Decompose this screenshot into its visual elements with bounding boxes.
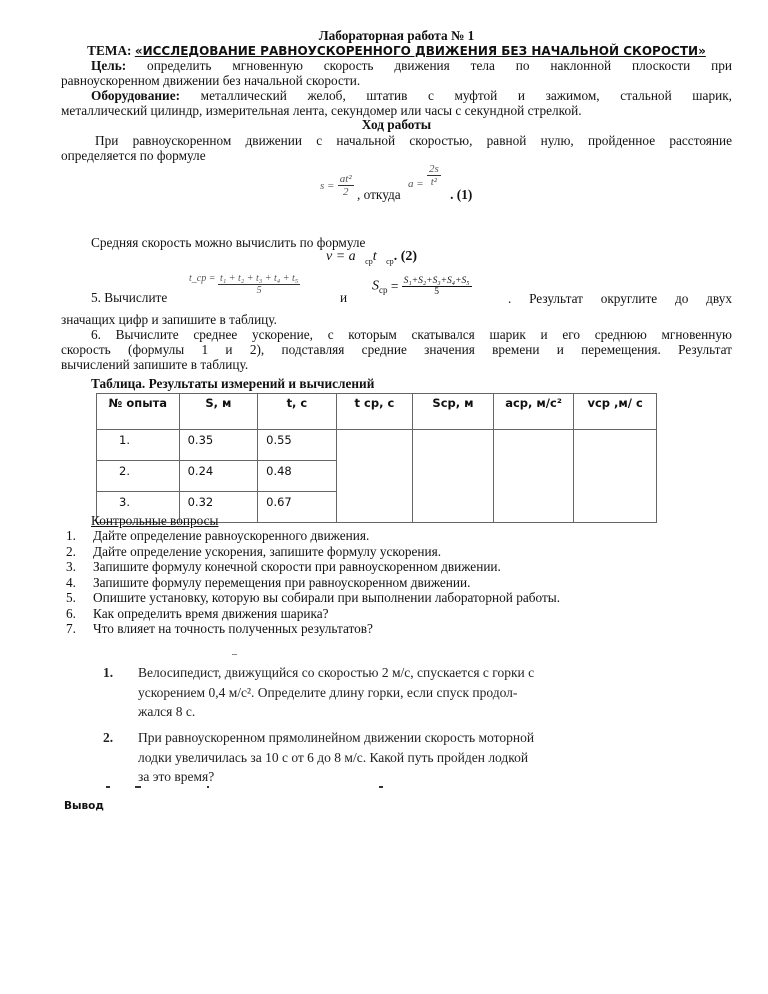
question-item — [66, 575, 470, 591]
cell-t-avg[interactable] — [336, 430, 413, 523]
question-text: Опишите установку, которую вы собирали при выполнении лабораторной работы. — [93, 590, 561, 605]
cell-experiment-no: 2. — [97, 461, 180, 492]
equipment-label: Оборудование: — [91, 88, 181, 103]
question-text: Как определить время движения шарика? — [93, 605, 329, 621]
question-item — [66, 621, 373, 637]
formula-tcp-num: t₁ + t₂ + t₃ + t₄ + t₅ — [219, 273, 299, 284]
table-row — [97, 430, 657, 461]
cell-s-avg[interactable] — [413, 430, 494, 523]
questions-heading: Контрольные вопросы — [91, 513, 219, 528]
formula-2 — [326, 249, 417, 266]
formula-a-lhs: a = — [408, 178, 424, 190]
question-item — [66, 559, 501, 575]
formula-s-lhs: s = — [320, 179, 335, 192]
header-s-avg: Sср, м — [413, 394, 494, 430]
question-text: Дайте определение равноускоренного движения. — [93, 528, 370, 543]
cell-v-avg[interactable] — [574, 430, 657, 523]
cell-s: 0.32 — [179, 492, 258, 523]
goal-label: Цель: — [91, 58, 127, 73]
cell-s: 0.35 — [179, 430, 258, 461]
cell-t: 0.67 — [258, 492, 337, 523]
equipment-line-2: металлический цилиндр, измерительная лента, секундомер или часы с секундной стрелкой. — [61, 103, 582, 118]
problem-line: ускорением 0,4 м/с². Определите длину горки, если спуск продол- — [138, 684, 518, 700]
step-6-line-1: 6. Вычислите среднее ускорение, с которым скатывался шарик и его среднюю мгновенную — [91, 327, 732, 342]
question-number: 7. — [66, 621, 76, 636]
problem-number: 2. — [103, 730, 114, 745]
formula-a-frac — [427, 163, 441, 188]
formula-scp — [372, 276, 472, 297]
problem-line: жался 8 с. — [138, 704, 196, 719]
question-item — [66, 528, 369, 544]
question-item — [66, 606, 329, 622]
step-5-line-2: значащих цифр и запишите в таблицу. — [61, 312, 277, 327]
avg-speed-text: Средняя скорость можно вычислить по формуле — [91, 235, 366, 250]
problem-line: лодки увеличилась за 10 с от 6 до 8 м/с. Какой путь пройден лодкой — [138, 749, 529, 765]
header-v-avg: vср ,м/ с — [574, 394, 657, 430]
step-5-prefix: 5. Вычислите — [91, 290, 168, 305]
formula-scp-num: S₁+S₂+S₃+S₄+S₅ — [403, 276, 470, 286]
header-t: t, с — [258, 394, 337, 430]
formula-2-sub2: cp — [386, 256, 394, 266]
problem-line: Велосипедист, движущийся со скоростью 2 м/с, спускается с горки с — [138, 665, 535, 680]
question-item — [66, 590, 560, 606]
header-t-avg: t ср, с — [336, 394, 413, 430]
header-a-avg: aср, м/с² — [493, 394, 574, 430]
cell-t: 0.55 — [258, 430, 337, 461]
table-header-row — [97, 394, 657, 430]
topic-line — [61, 43, 732, 59]
cell-s: 0.24 — [179, 461, 258, 492]
formula-scp-lhs: S — [372, 278, 379, 294]
formula-1-label: . (1) — [450, 187, 473, 202]
results-table — [96, 393, 657, 523]
document-title — [61, 28, 732, 43]
cell-t: 0.48 — [258, 461, 337, 492]
equipment-line-1 — [61, 88, 732, 103]
formula-2-t: t — [372, 249, 377, 264]
cell-experiment-no: 1. — [97, 430, 180, 461]
formula-2-label: . (2) — [393, 249, 418, 264]
formula-connector: , откуда — [356, 187, 401, 202]
procedure-heading: Ход работы — [361, 117, 432, 132]
question-number: 1. — [66, 528, 76, 543]
intro-line-1: При равноускоренном движении с начальной скоростью, равной нулю, пройденное расстояние — [95, 133, 732, 148]
step-6-line-3: вычислений запишите в таблицу. — [61, 357, 249, 372]
problem-line: за это время? — [138, 769, 215, 784]
scan-artifact-cutoff — [379, 786, 383, 788]
question-number: 3. — [66, 559, 76, 574]
question-number: 4. — [66, 574, 76, 590]
goal-text-1: определить мгновенную скорость движения тела по наклонной плоскости при — [147, 58, 732, 73]
question-text: Дайте определение ускорения, запишите формулу ускорения. — [93, 543, 442, 559]
question-text: Запишите формулу конечной скорости при равноускоренном движении. — [93, 559, 501, 574]
formula-scp-eq: = — [390, 278, 399, 294]
problem-item — [103, 728, 603, 787]
question-text: Что влияет на точность полученных результатов? — [93, 621, 373, 636]
formula-1 — [320, 163, 472, 203]
formula-s-den: 2 — [342, 186, 349, 199]
formula-tcp-lhs: t_cp = — [189, 273, 216, 284]
step-5-suffix: . Результат округлите до двух — [508, 291, 732, 306]
conclusion-label: Вывод — [64, 800, 104, 812]
formula-a-den: t² — [430, 176, 438, 188]
problem-line: При равноускоренном прямолинейном движении скорость моторной — [138, 730, 535, 745]
scan-artifact-cutoff — [207, 786, 209, 788]
formula-2-sub1: cp — [365, 256, 373, 266]
title-text: Лабораторная работа № 1 — [318, 28, 475, 43]
cell-a-avg[interactable] — [493, 430, 574, 523]
table-caption: Таблица. Результаты измерений и вычислений — [91, 376, 375, 391]
formula-tcp-frac — [218, 273, 300, 296]
formula-scp-sub: ср — [379, 285, 388, 296]
step-5-and: и — [340, 290, 348, 305]
cell-experiment-no: 3. — [97, 492, 180, 523]
question-text: Запишите формулу перемещения при равноускоренном движении. — [93, 574, 471, 590]
formula-a-num: 2s — [429, 163, 439, 175]
intro-line-2: определяется по формуле — [61, 148, 206, 163]
scan-artifact-dash — [232, 654, 237, 655]
formula-scp-frac — [402, 276, 472, 297]
header-experiment-no: № опыта — [97, 394, 180, 430]
scan-artifact-cutoff — [135, 786, 141, 788]
formula-tcp-den: 5 — [256, 285, 262, 296]
problem-item — [103, 663, 603, 722]
header-s: S, м — [179, 394, 258, 430]
topic-text: «ИССЛЕДОВАНИЕ РАВНОУСКОРЕННОГО ДВИЖЕНИЯ БЕЗ НАЧАЛЬНОЙ СКОРОСТИ» — [134, 44, 706, 58]
formula-s-num: at² — [339, 173, 352, 186]
topic-label: ТЕМА: — [87, 43, 132, 58]
question-number: 2. — [66, 543, 76, 559]
scan-artifact-cutoff — [106, 786, 110, 788]
question-item — [66, 544, 441, 560]
equipment-text-1: металлический желоб, штатив с муфтой и зажимом, стальной шарик, — [200, 88, 733, 103]
goal-line-2: равноускоренном движении без начальной скорости. — [61, 73, 361, 88]
formula-scp-den: 5 — [434, 287, 439, 297]
question-number: 5. — [66, 590, 76, 605]
formula-s-frac — [338, 173, 354, 198]
goal-line-1 — [61, 58, 732, 73]
problem-number: 1. — [103, 665, 114, 680]
question-number: 6. — [66, 605, 76, 621]
step-6-line-2: скорость (формулы 1 и 2), подставляя средние значения времени и перемещения. Результат — [61, 342, 732, 357]
formula-2-v: v = a — [326, 249, 356, 264]
formula-tcp — [189, 273, 300, 296]
